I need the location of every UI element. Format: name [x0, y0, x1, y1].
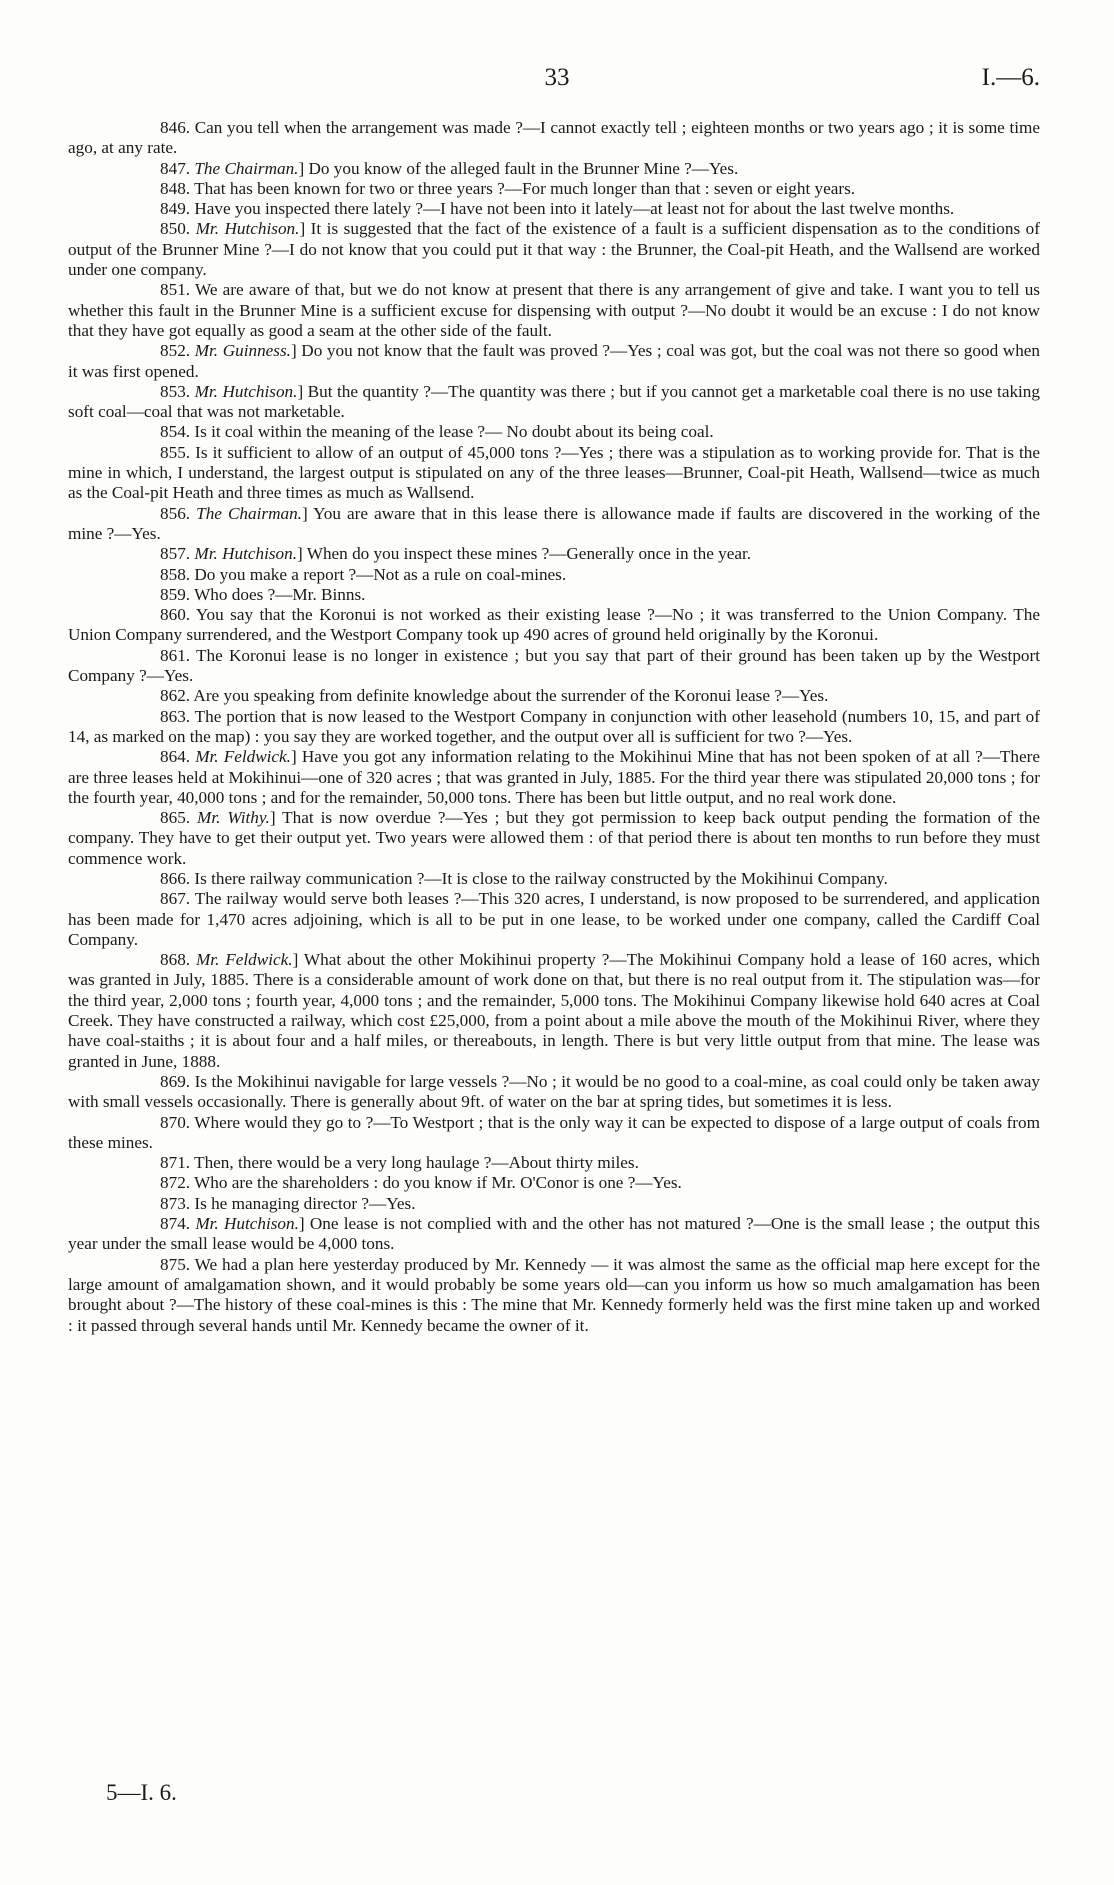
- speaker-name: The Chairman.: [196, 503, 302, 523]
- speaker-name: Mr. Hutchison.: [194, 544, 298, 564]
- question-857: 857. Mr. Hutchison.] When do you inspect these mines ?—Generally once in the year.: [160, 544, 752, 564]
- signature-mark: 5—I. 6.: [106, 1780, 177, 1805]
- question-863: 863. The portion that is now leased to the Westport Company in conjunction with other leasehold (numbers 10, 15, and part of 14, as marked on the map) : you say they are worked together, and the output over all is sufficient for two ?—Yes.: [68, 706, 1040, 746]
- question-865: 865. Mr. Withy.] That is now overdue ?—Yes ; but they got permission to keep back output pending the formation of the company. They have to get their output yet. Two years were allowed them : of that period there is about ten months to run before they must commence work.: [68, 808, 1041, 868]
- question-846: 846. Can you tell when the arrangement was made ?—I cannot exactly tell ; eighteen months or two years ago ; it is some time ago, at any rate.: [68, 118, 1040, 158]
- question-864: 864. Mr. Feldwick.] Have you got any information relating to the Mokihinui Mine that has not been spoken of at all ?—There are three leases held at Mokihinui—one of 320 acres ; that was granted in July, 1885. For the third year there was stipulated 20,000 tons ; for the fourth year, 40,000 tons ; and for the remainder, 50,000 tons. There has been but little output, and no real work done.: [68, 747, 1041, 807]
- speaker-name: The Chairman.: [194, 158, 299, 178]
- question-875: 875. We had a plan here yesterday produced by Mr. Kennedy — it was almost the same as the official map here except for the large amount of amalgamation shown, and it would probably be some years old—can you inform us how so much amalgamation has been brought about ?—The history of these coal-mines is this : The mine that Mr. Kennedy formerly held was the first mine taken up and worked : it passed through several hands until Mr. Kennedy became the owner of it.: [68, 1254, 1040, 1335]
- question-854: 854. Is it coal within the meaning of the lease ?— No doubt about its being coal.: [160, 422, 714, 442]
- question-869: 869. Is the Mokihinui navigable for large vessels ?—No ; it would be no good to a coal-mine, as coal could only be taken away with small vessels occasionally. There is generally about 9ft. of water on the bar at spring tides, but sometimes it is less.: [68, 1071, 1040, 1112]
- question-848: 848. That has been known for two or three years ?—For much longer than that : seven or eight years.: [160, 178, 856, 198]
- question-855: 855. Is it sufficient to allow of an output of 45,000 tons ?—Yes ; there was a stipulation as to working provide for. That is the mine in which, I understand, the largest output is stipulated on any of the three leases—Brunner, Coal-pit Heath, Wallsend—twice as much as the Coal-pit Heath and three times as much as Wallsend.: [68, 442, 1040, 503]
- document-code: I.—6.: [981, 64, 1040, 91]
- question-852: 852. Mr. Guinness.] Do you not know that the fault was proved ?—Yes ; coal was got, but the coal was not there so good when it was first opened.: [68, 341, 1041, 381]
- question-847: 847. The Chairman.] Do you know of the alleged fault in the Brunner Mine ?—Yes.: [160, 158, 739, 178]
- question-861: 861. The Koronui lease is no longer in existence ; but you say that part of their ground has been taken up by the Westport Company ?—Yes.: [68, 645, 1040, 686]
- question-862: 862. Are you speaking from definite knowledge about the surrender of the Koronui lease ?—Yes.: [160, 686, 829, 706]
- speaker-name: Mr. Withy.: [197, 808, 270, 828]
- speaker-name: Mr. Hutchison.: [195, 219, 300, 239]
- page-number: 33: [544, 64, 570, 91]
- question-859: 859. Who does ?—Mr. Binns.: [160, 584, 366, 604]
- speaker-name: Mr. Feldwick.: [195, 950, 293, 970]
- question-872: 872. Who are the shareholders : do you know if Mr. O'Conor is one ?—Yes.: [160, 1173, 682, 1193]
- question-849: 849. Have you inspected there lately ?—I have not been into it lately—at least not for about the last twelve months.: [160, 199, 955, 219]
- question-874: 874. Mr. Hutchison.] One lease is not complied with and the other has not matured ?—One is the small lease ; the output this year under the small lease would be 4,000 tons.: [68, 1214, 1040, 1254]
- question-856: 856. The Chairman.] You are aware that in this lease there is allowance made if faults are discovered in the working of the mine ?—Yes.: [68, 503, 1041, 543]
- evidence-body: [68, 118, 1040, 1336]
- question-851: 851. We are aware of that, but we do not know at present that there is any arrangement of give and take. I want you to tell us whether this fault in the Brunner Mine is a sufficient excuse for dispensing with output ?—No doubt it would be an excuse : I do not know that they have got equally as good a seam at the other side of the fault.: [68, 280, 1040, 340]
- question-850: 850. Mr. Hutchison.] It is suggested that the fact of the existence of a fault is a sufficient dispensation as to the conditions of output of the Brunner Mine ?—I do not know that you could put it that way : the Brunner, the Coal-pit Heath, and the Wallsend are worked under one company.: [68, 219, 1040, 280]
- speaker-name: Mr. Hutchison.: [195, 1214, 299, 1234]
- question-870: 870. Where would they go to ?—To Westport ; that is the only way it can be expected to dispose of a large output of coals from these mines.: [68, 1112, 1040, 1152]
- question-867: 867. The railway would serve both leases ?—This 320 acres, I understand, is now proposed to be surrendered, and application has been made for 1,470 acres adjoining, which is all to be put in one lease, to be worked under one company, called the Cardiff Coal Company.: [68, 889, 1040, 949]
- question-853: 853. Mr. Hutchison.] But the quantity ?—The quantity was there ; but if you cannot get a marketable coal there is no use taking soft coal—coal that was not marketable.: [68, 381, 1040, 422]
- question-873: 873. Is he managing director ?—Yes.: [160, 1193, 416, 1213]
- question-866: 866. Is there railway communication ?—It is close to the railway constructed by the Mokihinui Company.: [160, 868, 888, 888]
- question-860: 860. You say that the Koronui is not worked as their existing lease ?—No ; it was transferred to the Union Company. The Union Company surrendered, and the Westport Company took up 490 acres of ground held originally by the Koronui.: [68, 605, 1040, 645]
- question-871: 871. Then, there would be a very long haulage ?—About thirty miles.: [160, 1153, 639, 1173]
- speaker-name: Mr. Guinness.: [194, 341, 291, 361]
- speaker-name: Mr. Hutchison.: [194, 381, 298, 401]
- question-858: 858. Do you make a report ?—Not as a rule on coal-mines.: [160, 564, 567, 584]
- speaker-name: Mr. Feldwick.: [195, 747, 291, 767]
- question-868: 868. Mr. Feldwick.] What about the other Mokihinui property ?—The Mokihinui Company hold a lease of 160 acres, which was granted in July, 1885. There is a considerable amount of work done on that, but there is no real output from it. The stipulation was—for the third year, 2,000 tons ; fourth year, 4,000 tons ; and the remainder, 5,000 tons. The Mokihinui Company likewise hold 640 acres at Coal Creek. They have constructed a railway, which cost £25,000, from a point about a mile above the mouth of the Mokihinui River, where they have coal-staiths ; it is about four and a half miles, or thereabouts, in length. There is but very little output from that mine. The lease was granted in June, 1888.: [68, 950, 1041, 1071]
